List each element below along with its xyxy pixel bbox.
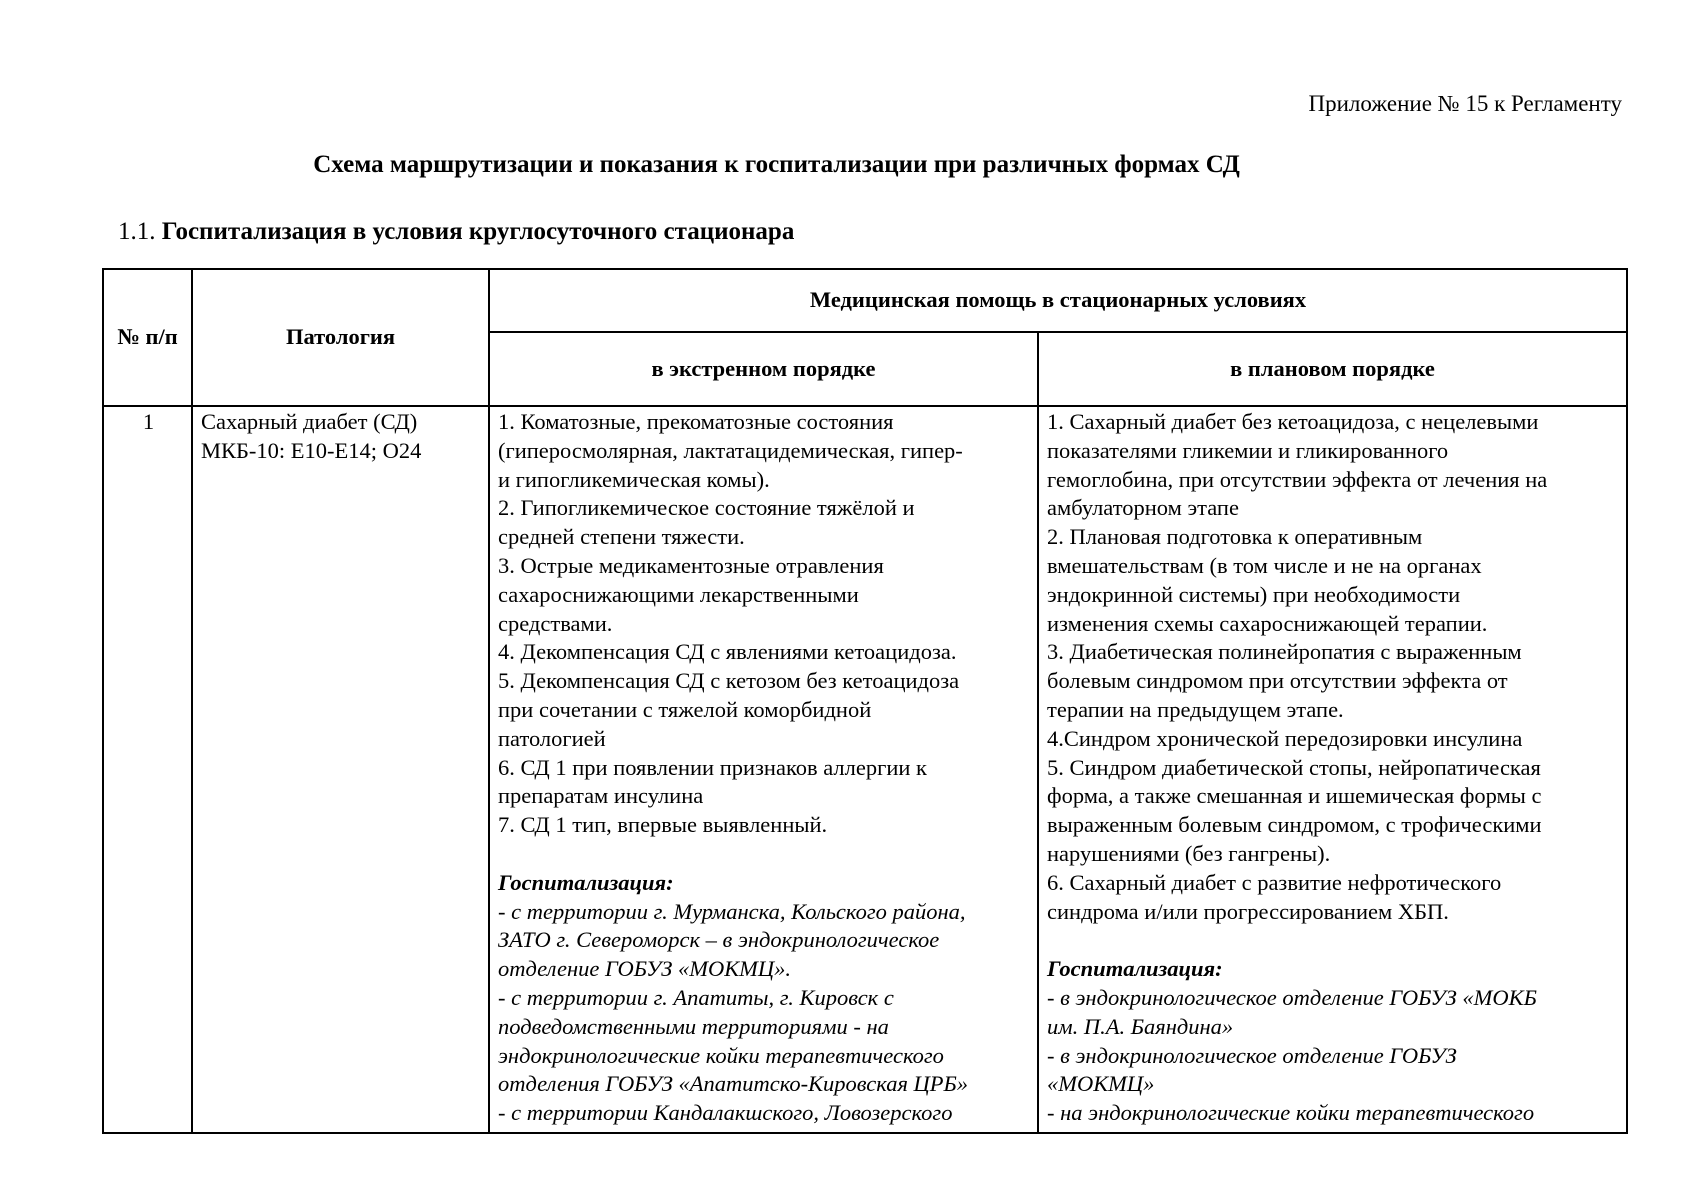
- planned-hospitalization-line: - на эндокринологические койки терапевтического: [1047, 1100, 1535, 1126]
- planned-line: 3. Диабетическая полинейропатия с выраженным: [1047, 639, 1522, 665]
- emergency-hospitalization-title: Госпитализация:: [498, 869, 674, 895]
- emergency-line: средней степени тяжести.: [498, 524, 745, 550]
- spacer: [498, 840, 1031, 869]
- emergency-line: 3. Острые медикаментозные отравления: [498, 552, 884, 578]
- header-planned: в плановом порядке: [1038, 332, 1627, 406]
- emergency-hospitalization-line: - с территории г. Мурманска, Кольского района,: [498, 898, 966, 924]
- planned-line: форма, а также смешанная и ишемическая формы с: [1047, 783, 1542, 809]
- header-num: № п/п: [103, 269, 192, 406]
- emergency-hospitalization-line: - с территории г. Апатиты, г. Кировск с: [498, 984, 894, 1010]
- emergency-hospitalization-line: отделения ГОБУЗ «Апатитско-Кировская ЦРБ»: [498, 1071, 969, 1097]
- planned-line: 1. Сахарный диабет без кетоацидоза, с нецелевыми: [1047, 409, 1539, 434]
- planned-line: эндокринной системы) при необходимости: [1047, 581, 1461, 607]
- planned-line: показателями гликемии и гликированного: [1047, 437, 1449, 463]
- planned-line: 5. Синдром диабетической стопы, нейропатическая: [1047, 754, 1541, 780]
- emergency-hospitalization-line: - с территории Кандалакшского, Ловозерского: [498, 1100, 953, 1126]
- section-heading: [118, 217, 794, 247]
- emergency-line: патологией: [498, 725, 606, 751]
- emergency-line: при сочетании с тяжелой коморбидной: [498, 696, 872, 722]
- planned-hospitalization-line: - в эндокринологическое отделение ГОБУЗ «МОКБ: [1047, 984, 1537, 1010]
- section-number: 1.1.: [118, 218, 156, 245]
- emergency-line: и гипогликемическая комы).: [498, 466, 770, 492]
- planned-line: 4.Синдром хронической передозировки инсулина: [1047, 725, 1523, 751]
- pathology-line: МКБ-10: E10-E14; O24: [201, 437, 422, 463]
- emergency-hospitalization-line: подведомственными территориями - на: [498, 1013, 889, 1039]
- emergency-cell: [489, 406, 1038, 1133]
- spacer: [1047, 926, 1620, 955]
- planned-line: амбулаторном этапе: [1047, 495, 1239, 521]
- planned-line: терапии на предыдущем этапе.: [1047, 696, 1344, 722]
- emergency-hospitalization-line: эндокринологические койки терапевтического: [498, 1042, 944, 1068]
- planned-line: синдрома и/или прогрессированием ХБП.: [1047, 898, 1449, 924]
- emergency-line: 4. Декомпенсация СД с явлениями кетоацидоза.: [498, 639, 957, 665]
- pathology-cell: [192, 406, 489, 1133]
- planned-line: вмешательствам (в том числе и не на органах: [1047, 552, 1482, 578]
- emergency-line: (гиперосмолярная, лактатацидемическая, гипер-: [498, 437, 963, 463]
- planned-line: 2. Плановая подготовка к оперативным: [1047, 524, 1423, 550]
- emergency-line: средствами.: [498, 610, 613, 636]
- header-care-group: Медицинская помощь в стационарных условиях: [489, 269, 1627, 332]
- planned-hospitalization-title: Госпитализация:: [1047, 956, 1223, 982]
- annex-label: Приложение № 15 к Регламенту: [1308, 91, 1622, 116]
- planned-line: нарушениями (без гангрены).: [1047, 840, 1331, 866]
- table-row: [103, 406, 1627, 1133]
- emergency-line: 6. СД 1 при появлении признаков аллергии к: [498, 754, 927, 780]
- header-pathology: Патология: [192, 269, 489, 406]
- emergency-hospitalization-line: отделение ГОБУЗ «МОКМЦ».: [498, 956, 792, 982]
- emergency-hospitalization-line: ЗАТО г. Североморск – в эндокринологическое: [498, 927, 940, 953]
- emergency-line: препаратам инсулина: [498, 783, 704, 809]
- planned-hospitalization-line: им. П.А. Баяндина»: [1047, 1013, 1234, 1039]
- emergency-line: 5. Декомпенсация СД с кетозом без кетоацидоза: [498, 668, 960, 694]
- planned-line: выраженным болевым синдромом, с трофическими: [1047, 812, 1542, 838]
- header-emergency: в экстренном порядке: [489, 332, 1038, 406]
- row-number: 1: [103, 406, 192, 1133]
- planned-line: болевым синдромом при отсутствии эффекта от: [1047, 668, 1508, 694]
- hospitalization-table: [102, 268, 1628, 1134]
- planned-cell: [1038, 406, 1627, 1133]
- section-title: Госпитализация в условия круглосуточного стационара: [161, 218, 795, 245]
- emergency-line: сахароснижающими лекарственными: [498, 581, 859, 607]
- emergency-line: 1. Коматозные, прекоматозные состояния: [498, 409, 894, 434]
- planned-line: гемоглобина, при отсутствии эффекта от лечения на: [1047, 466, 1548, 492]
- pathology-line: Сахарный диабет (СД): [201, 409, 418, 434]
- emergency-line: 2. Гипогликемическое состояние тяжёлой и: [498, 495, 915, 521]
- document-title: Схема маршрутизации и показания к госпитализации при различных формах СД: [313, 151, 1240, 178]
- planned-hospitalization-line: «МОКМЦ»: [1047, 1071, 1155, 1097]
- planned-hospitalization-line: - в эндокринологическое отделение ГОБУЗ: [1047, 1042, 1457, 1068]
- emergency-line: 7. СД 1 тип, впервые выявленный.: [498, 812, 828, 838]
- planned-line: 6. Сахарный диабет с развитие нефротического: [1047, 869, 1502, 895]
- planned-line: изменения схемы сахароснижающей терапии.: [1047, 610, 1488, 636]
